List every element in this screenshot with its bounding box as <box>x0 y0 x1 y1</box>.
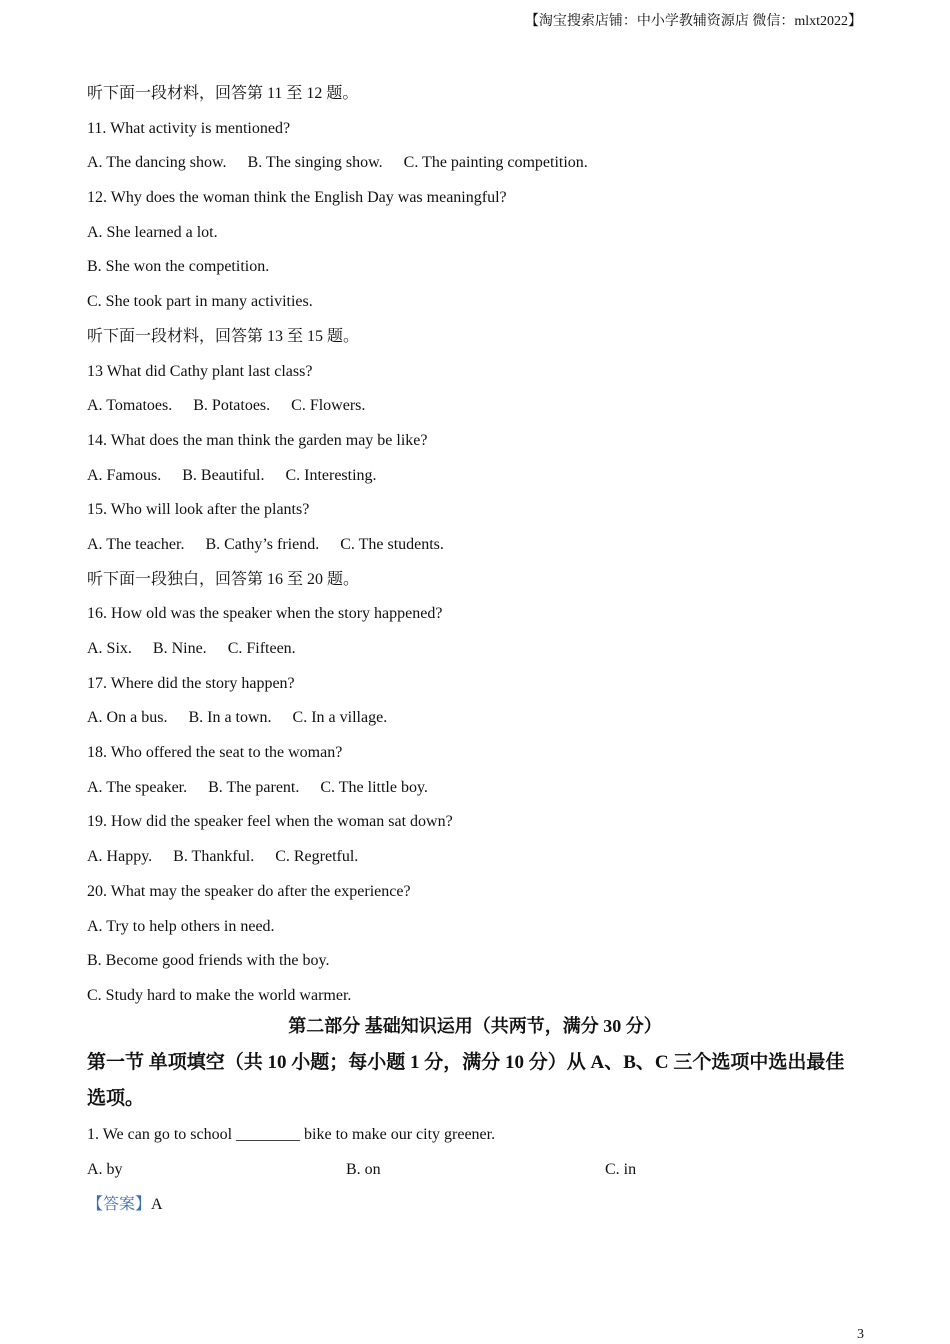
option-item: C. Interesting. <box>285 466 377 484</box>
text-line: C. She took part in many activities. <box>87 293 313 311</box>
text-line: 14. What does the man think the garden may be like? <box>87 431 428 449</box>
text-line: 15. Who will look after the plants? <box>87 501 310 519</box>
option-item: C. The little boy. <box>320 778 428 796</box>
text-line: C. Study hard to make the world warmer. <box>87 986 352 1004</box>
option-item: C. Flowers. <box>291 397 366 415</box>
text-line: 19. How did the speaker feel when the woman sat down? <box>87 813 453 831</box>
options-line <box>87 632 863 667</box>
option-item: A. The dancing show. <box>87 154 227 172</box>
option-item: C. Fifteen. <box>227 640 296 657</box>
option-item: C. Regretful. <box>275 848 359 866</box>
options-line <box>87 771 863 806</box>
answer-value: A <box>151 1196 163 1213</box>
sub-heading: 第一节 单项填空（共 10 小题；每小题 1 分，满分 10 分）从 A、B、C 三个选项中选出最佳选项。 <box>87 1052 845 1109</box>
option-item: A. Six. <box>87 640 132 657</box>
text-line: 18. Who offered the seat to the woman? <box>87 744 343 762</box>
options-line <box>87 528 863 563</box>
question-1: 1. We can go to school ________ bike to make our city greener. <box>87 1126 496 1143</box>
header-shop-info: 【淘宝搜索店铺：中小学教辅资源店 微信：mlxt2022】 <box>524 14 862 29</box>
option-item: C. The students. <box>340 535 444 553</box>
option-c: C. in <box>605 1161 637 1178</box>
option-item: B. Beautiful. <box>182 466 265 484</box>
option-a: A. by <box>87 1161 123 1178</box>
option-item: C. In a village. <box>292 709 388 727</box>
text-line: 16. How old was the speaker when the story happened? <box>87 605 443 623</box>
section-title: 第二部分 基础知识运用（共两节，满分 30 分） <box>288 1016 662 1036</box>
text-line: 听下面一段材料，回答第 11 至 12 题。 <box>87 85 359 102</box>
text-line: 13 What did Cathy plant last class? <box>87 362 313 380</box>
text-line: 11. What activity is mentioned? <box>87 119 291 137</box>
text-line: B. Become good friends with the boy. <box>87 952 330 970</box>
text-line: B. She won the competition. <box>87 258 270 276</box>
option-item: A. On a bus. <box>87 709 168 727</box>
text-line: A. She learned a lot. <box>87 223 218 241</box>
text-line: 20. What may the speaker do after the experience? <box>87 882 411 900</box>
option-b: B. on <box>346 1161 381 1178</box>
option-item: B. Nine. <box>152 640 207 657</box>
question-1-options <box>87 1153 863 1187</box>
text-line: 听下面一段材料，回答第 13 至 15 题。 <box>87 327 360 345</box>
options-line <box>87 701 863 736</box>
option-item: A. Happy. <box>87 848 153 866</box>
option-item: B. Potatoes. <box>193 397 271 415</box>
option-item: A. The speaker. <box>87 778 188 796</box>
option-item: A. The teacher. <box>87 535 185 553</box>
options-line <box>87 459 863 494</box>
answer-tag: 【答案】 <box>87 1196 152 1213</box>
option-item: B. In a town. <box>188 709 272 727</box>
option-item: B. Thankful. <box>173 848 255 866</box>
option-item: B. The parent. <box>208 778 300 796</box>
page-number: 3 <box>857 1327 864 1342</box>
option-item: B. Cathy’s friend. <box>205 535 320 553</box>
text-line: 17. Where did the story happen? <box>87 674 295 692</box>
option-item: B. The singing show. <box>247 154 383 172</box>
option-item: A. Tomatoes. <box>87 397 173 415</box>
text-line: 12. Why does the woman think the English Day was meaningful? <box>87 189 507 207</box>
options-line <box>87 146 863 181</box>
options-line <box>87 840 863 875</box>
options-line <box>87 389 863 424</box>
answer-line <box>87 1188 163 1222</box>
text-line: 听下面一段独白，回答第 16 至 20 题。 <box>87 570 360 588</box>
listening-questions <box>87 77 863 1014</box>
option-item: C. The painting competition. <box>403 154 588 172</box>
option-item: A. Famous. <box>87 466 162 484</box>
text-line: A. Try to help others in need. <box>87 917 275 935</box>
